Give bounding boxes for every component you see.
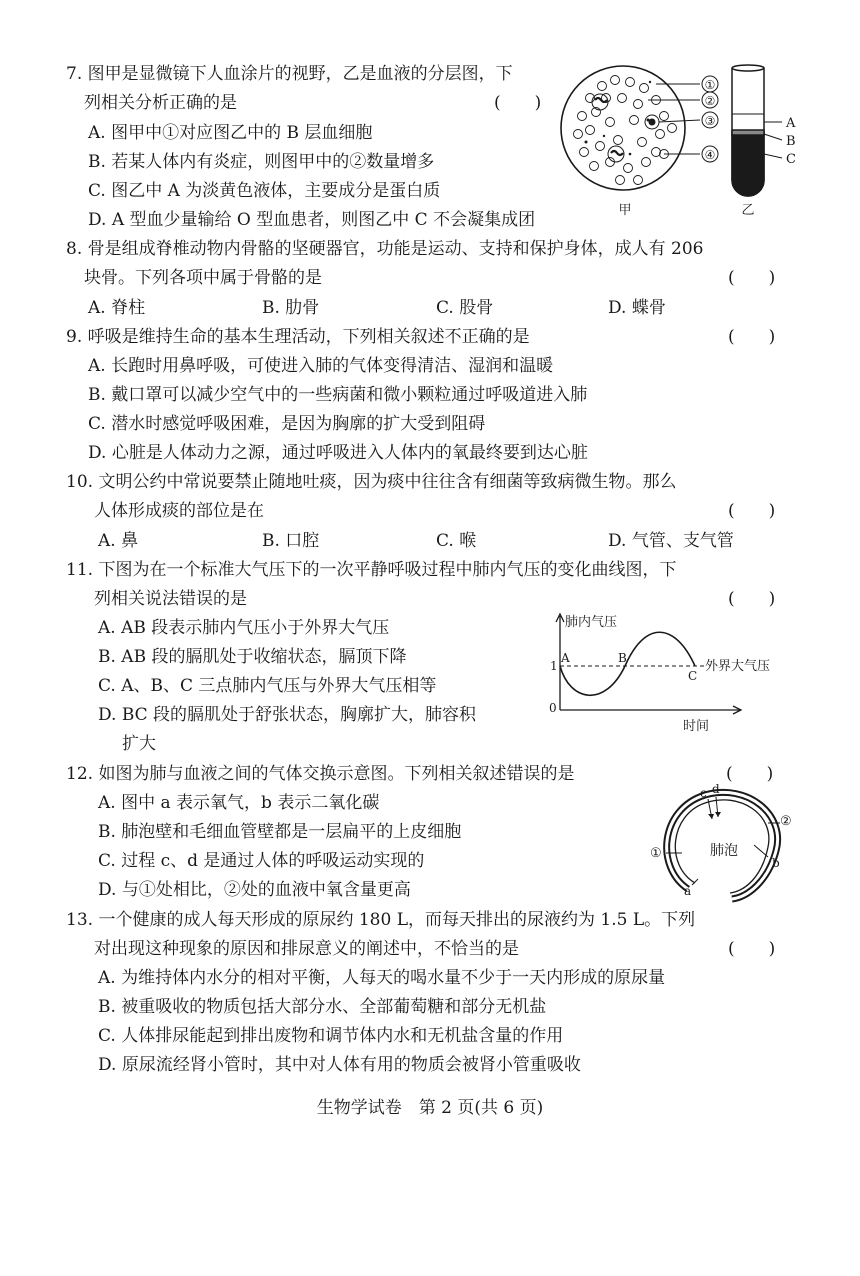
q9-option-d: D. 心脏是人体动力之源，通过呼吸进入人体内的氧最终要到达心脏 [88,443,588,463]
q10-option-a: A. 鼻 [98,531,139,551]
q10-option-b: B. 口腔 [262,531,320,551]
q9-answer-paren: ( ) [728,327,776,347]
caption-jia: 甲 [618,203,632,218]
q8-option-d: D. 蝶骨 [608,298,666,318]
q7-option-a: A. 图甲中①对应图乙中的 B 层血细胞 [88,123,373,143]
q11-answer-paren: ( ) [728,589,776,609]
label-c: c [700,786,707,800]
q7-option-b: B. 若某人体内有炎症，则图甲中的②数量增多 [88,152,435,172]
q12-answer-paren: ( ) [726,764,774,784]
tube-label-b: B [786,134,796,149]
q7-answer-paren: ( ) [494,93,542,113]
q10-stem-line-2: 人体形成痰的部位是在 [94,501,264,521]
marker-1: ① [650,846,662,861]
q10-option-c: C. 喉 [436,531,477,551]
q7-option-d: D. A 型血少量输给 O 型血患者，则图乙中 C 不会凝集成团 [88,210,536,230]
q7-marker-3: ③ [704,114,716,128]
y-axis-label: 肺内气压 [565,615,618,630]
q7-marker-1: ① [704,78,716,92]
q12-option-a: A. 图中 a 表示氧气，b 表示二氧化碳 [98,793,380,813]
q8-stem-line-1: 8. 骨是组成脊椎动物内骨骼的坚硬器官，功能是运动、支持和保护身体，成人有 206 [66,239,704,259]
q10-stem-line-1: 10. 文明公约中常说要禁止随地吐痰，因为痰中往往含有细菌等致病微生物。那么 [66,472,677,492]
q11-option-d: D. BC 段的膈肌处于舒张状态，胸廓扩大，肺容积 [98,705,477,725]
tube-label-c: C [786,152,796,167]
q11-stem-line-1: 11. 下图为在一个标准大气压下的一次平静呼吸过程中肺内气压的变化曲线图，下 [66,560,677,580]
q11-stem-line-2: 列相关说法错误的是 [94,589,247,609]
q12-stem: 12. 如图为肺与血液之间的气体交换示意图。下列相关叙述错误的是 [66,764,575,784]
reference-label: 外界大气压 [705,659,771,674]
label-b: b [772,856,780,870]
origin-label: 0 [549,701,557,715]
q10-option-d: D. 气管、支气管 [608,531,734,551]
q8-option-c: C. 股骨 [436,298,494,318]
q13-option-a: A. 为维持体内水分的相对平衡，人每天的喝水量不少于一天内形成的原尿量 [98,968,666,988]
q8-answer-paren: ( ) [728,268,776,288]
q13-option-d: D. 原尿流经肾小管时，其中对人体有用的物质会被肾小管重吸收 [98,1055,581,1075]
q7-marker-4: ④ [704,148,716,162]
q12-option-d: D. 与①处相比，②处的血液中氧含量更高 [98,880,411,900]
tube-label-a: A [786,116,796,131]
q11-option-b: B. AB 段的膈肌处于收缩状态，膈顶下降 [98,647,407,667]
q12-alveolus-figure [650,782,800,900]
tick-one: 1 [550,659,558,673]
alveolus-label: 肺泡 [710,843,738,859]
q8-stem-line-2: 块骨。下列各项中属于骨骼的是 [84,268,322,288]
test-tube [732,65,764,196]
point-a: A [561,651,570,665]
q12-option-b: B. 肺泡壁和毛细血管壁都是一层扁平的上皮细胞 [98,822,462,842]
q13-answer-paren: ( ) [728,939,776,959]
q13-stem-line-2: 对出现这种现象的原因和排尿意义的阐述中，不恰当的是 [94,939,519,959]
q11-option-c: C. A、B、C 三点肺内气压与外界大气压相等 [98,676,437,696]
q10-answer-paren: ( ) [728,501,776,521]
q8-option-a: A. 脊柱 [88,298,146,318]
pressure-curve [560,632,698,695]
point-b: B [618,651,627,665]
label-d: d [712,782,720,796]
caption-yi: 乙 [741,203,755,218]
q7-marker-2: ② [704,94,716,108]
q12-option-c: C. 过程 c、d 是通过人体的呼吸运动实现的 [98,851,425,871]
q7-stem-line-1: 7. 图甲是显微镜下人血涂片的视野，乙是血液的分层图，下 [66,64,513,84]
q11-option-d-cont: 扩大 [122,734,156,754]
q9-option-a: A. 长跑时用鼻呼吸，可使进入肺的气体变得清洁、湿润和温暖 [88,356,554,376]
marker-2: ② [780,814,792,829]
q11-option-a: A. AB 段表示肺内气压小于外界大气压 [98,618,390,638]
q13-option-c: C. 人体排尿能起到排出废物和调节体内水和无机盐含量的作用 [98,1026,564,1046]
label-a: a [684,884,692,898]
q7-stem-line-2: 列相关分析正确的是 [84,93,237,113]
q13-stem-line-1: 13. 一个健康的成人每天形成的原尿约 180 L，而每天排出的尿液约为 1.5 L。下列 [66,910,696,930]
page-footer: 生物学试卷 第 2 页(共 6 页) [316,1098,544,1118]
q11-pressure-graph [545,610,795,750]
q9-option-b: B. 戴口罩可以减少空气中的一些病菌和微小颗粒通过呼吸道进入肺 [88,385,588,405]
q7-figure [560,58,800,238]
q9-stem: 9. 呼吸是维持生命的基本生理活动，下列相关叙述不正确的是 [66,327,530,347]
q8-option-b: B. 肋骨 [262,298,320,318]
q13-option-b: B. 被重吸收的物质包括大部分水、全部葡萄糖和部分无机盐 [98,997,547,1017]
x-axis-label: 时间 [683,719,710,734]
microscope-field [561,66,685,190]
q9-option-c: C. 潜水时感觉呼吸困难，是因为胸廓的扩大受到阻碍 [88,414,486,434]
point-c: C [688,669,698,683]
q7-option-c: C. 图乙中 A 为淡黄色液体，主要成分是蛋白质 [88,181,441,201]
